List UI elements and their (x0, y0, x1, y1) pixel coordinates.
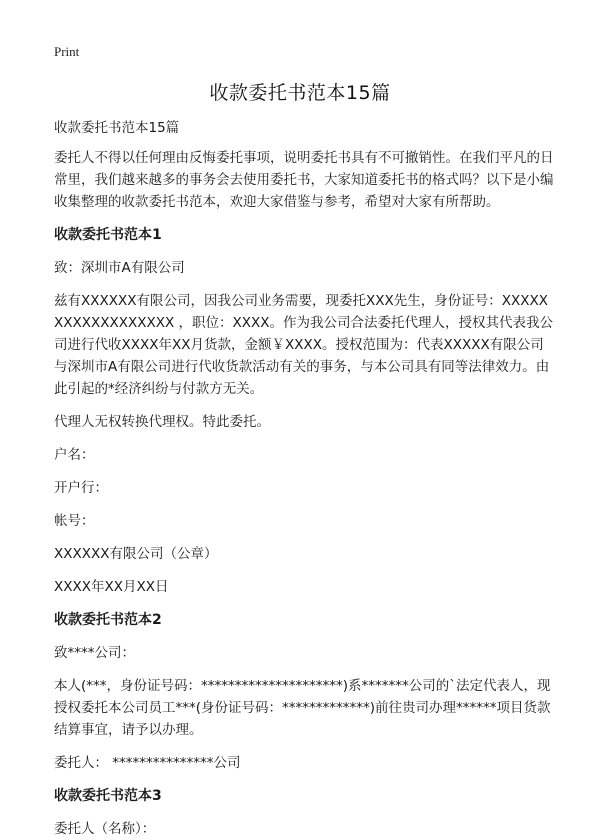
document-body (54, 117, 556, 840)
sample3-principal-name: 委托人（名称）： (54, 821, 156, 837)
sample3-heading: 收款委托书范本3 (54, 788, 162, 804)
sample1-account-no: 帐号： (54, 513, 95, 529)
sample1-account-name: 户名： (54, 447, 95, 463)
sample1-bank: 开户行： (54, 480, 108, 496)
sample2-principal: 委托人： ***************公司 (54, 755, 241, 771)
sample1-body: 兹有XXXXXX有限公司，因我公司业务需要，现委托XXX先生，身份证号：XXXXXXXXXXXXXXXXXX ，职位：XXXX。作为我公司合法委托代理人，授权其代表我公司进行代收XXXX年XX月货款，金额￥XXXX。授权范围为：代表XXXXX有限公司与深圳市A有限公司进行代收货款活动有关的事务，与本公司具有同等法律效力。由此引起的*经济纠纷与付款方无关。 (54, 293, 554, 397)
sample1-to: 致：深圳市A有限公司 (54, 260, 185, 276)
print-label: Print (54, 44, 80, 59)
sample2-body: 本人(***，身份证号码：*********************)系*******公司的`法定代表人，现授权委托本公司员工***(身份证号码：*************)前往贵司办理******项目货款结算事宜，请予以办理。 (54, 678, 551, 738)
sample2-to: 致****公司： (54, 645, 135, 661)
sample1-no-transfer: 代理人无权转换代理权。特此委托。 (54, 414, 270, 430)
sample2-heading: 收款委托书范本2 (54, 612, 162, 628)
sample1-seal: XXXXXX有限公司（公章） (54, 546, 218, 562)
document-subtitle: 收款委托书范本15篇 (54, 120, 180, 136)
sample1-date: XXXX年XX月XX日 (54, 579, 169, 595)
sample1-heading: 收款委托书范本1 (54, 227, 162, 243)
intro-paragraph: 委托人不得以任何理由反悔委托事项，说明委托书具有不可撤销性。在我们平凡的日常里，我们越来越多的事务会去使用委托书，大家知道委托书的格式吗？以下是小编收集整理的收款委托书范本，欢迎大家借鉴与参考，希望对大家有所帮助。 (54, 150, 554, 210)
page-title: 收款委托书范本15篇 (209, 82, 391, 104)
